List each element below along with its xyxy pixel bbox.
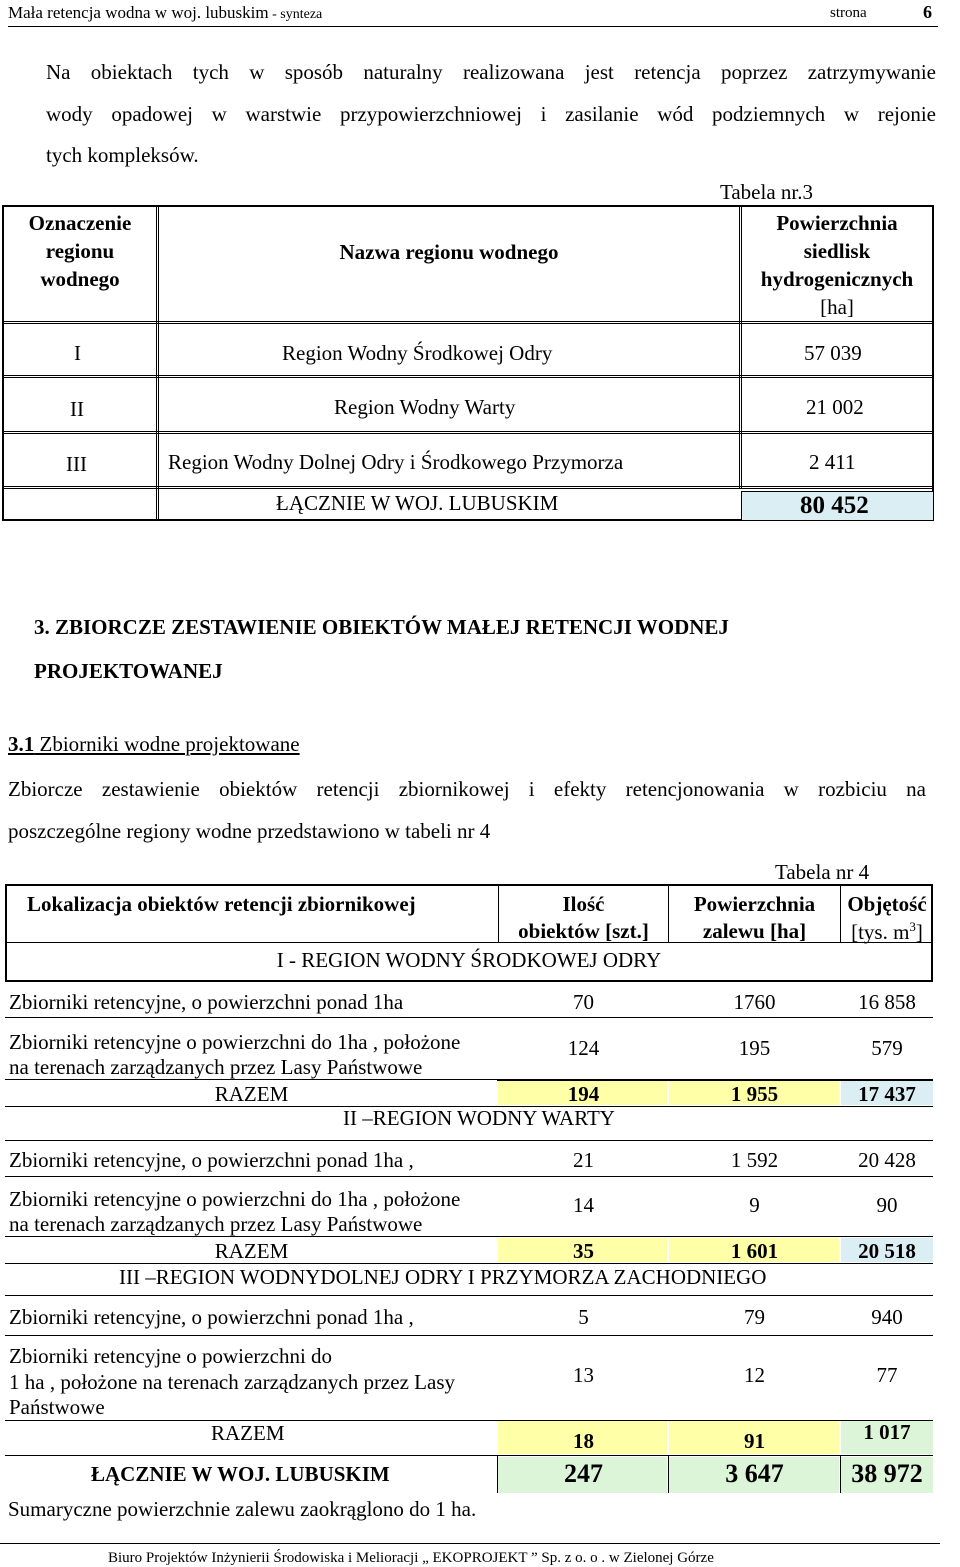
page-label: strona bbox=[830, 5, 867, 21]
page-header bbox=[8, 0, 938, 27]
grand-total-count: 247 bbox=[564, 1459, 603, 1488]
sum-label: RAZEM bbox=[214, 1239, 289, 1263]
grand-total-area: 3 647 bbox=[725, 1459, 784, 1488]
grand-total-label: ŁĄCZNIE W WOJ. LUBUSKIM bbox=[91, 1462, 390, 1486]
row-area: 1 592 bbox=[730, 1148, 779, 1172]
table3-header-area: Powierzchnia siedlisk hydrogenicznych [ha] bbox=[760, 211, 914, 319]
region-heading: I - REGION WODNY ŚRODKOWEJ ODRY bbox=[276, 948, 662, 972]
table3-row-area: 21 002 bbox=[806, 395, 864, 419]
row-label: na terenach zarządzanych przez Lasy Państwowe bbox=[9, 1212, 423, 1236]
row-label: na terenach zarządzanych przez Lasy Państwowe bbox=[9, 1055, 423, 1079]
footer-text: Biuro Projektów Inżynierii Środowiska i Melioracji „ EKOPROJEKT ” Sp. z o. o . w Zielonej Górze bbox=[108, 1550, 714, 1566]
header-title: Mała retencja wodna w woj. lubuskim - synteza bbox=[8, 3, 323, 22]
row-count: 21 bbox=[573, 1148, 594, 1172]
row-label: Zbiorniki retencyjne o powierzchni do 1ha , położone bbox=[9, 1187, 461, 1211]
sum-volume: 17 437 bbox=[858, 1082, 916, 1106]
sum-count: 35 bbox=[573, 1239, 594, 1263]
table4-intro-paragraph bbox=[8, 768, 926, 852]
table-divider bbox=[4, 431, 932, 434]
row-label: Państwowe bbox=[9, 1395, 105, 1419]
row-area: 9 bbox=[749, 1193, 760, 1217]
row-area: 195 bbox=[738, 1036, 771, 1060]
table-divider bbox=[4, 321, 932, 324]
table4-header-area: Powierzchnia bbox=[693, 892, 816, 916]
table-divider bbox=[4, 486, 932, 489]
table3-row-area: 57 039 bbox=[804, 341, 862, 365]
table3-caption: Tabela nr.3 bbox=[720, 180, 813, 204]
table-border bbox=[5, 1176, 933, 1177]
sum-area: 91 bbox=[744, 1429, 765, 1453]
intro-paragraph bbox=[46, 52, 936, 177]
sum-volume: 20 518 bbox=[858, 1239, 916, 1263]
paragraph-line: poszczególne regiony wodne przedstawiono w tabeli nr 4 bbox=[8, 819, 491, 843]
table4-header-volume-unit: [tys. $m^3$] bbox=[851, 919, 923, 944]
table3-header-region-name: Nazwa regionu wodnego bbox=[339, 240, 559, 264]
row-volume: 579 bbox=[871, 1036, 903, 1060]
section-heading: 3. ZBIORCZE ZESTAWIENIE OBIEKTÓW MAŁEJ RETENCJI WODNEJ PROJEKTOWANEJ bbox=[34, 615, 729, 683]
table3-row-area: 2 411 bbox=[809, 450, 856, 474]
row-label: 1 ha , położone na terenach zarządzanych przez Lasy bbox=[9, 1370, 455, 1394]
row-count: 13 bbox=[573, 1363, 594, 1387]
row-volume: 940 bbox=[871, 1305, 903, 1329]
row-volume: 16 858 bbox=[858, 990, 916, 1014]
table3 bbox=[2, 205, 934, 521]
table-border bbox=[5, 884, 933, 886]
table-border bbox=[5, 1140, 933, 1141]
row-volume: 20 428 bbox=[858, 1148, 916, 1172]
table3-row-name: Region Wodny Środkowej Odry bbox=[282, 341, 553, 365]
table3-row-id: II bbox=[70, 397, 84, 421]
row-volume: 77 bbox=[876, 1363, 898, 1387]
table4-header-area-unit: zalewu [ha] bbox=[702, 919, 807, 943]
row-count: 14 bbox=[573, 1193, 594, 1217]
header-subtitle: - synteza bbox=[268, 7, 323, 22]
row-count: 5 bbox=[578, 1305, 589, 1329]
table-border bbox=[5, 980, 933, 982]
paragraph-line: Zbiorcze zestawienie obiektów retencji zbiornikowej i efekty retencjonowania w rozbiciu na bbox=[8, 777, 926, 801]
page-number: 6 bbox=[923, 2, 932, 22]
table3-row-name: Region Wodny Dolnej Odry i Środkowego Przymorza bbox=[168, 450, 624, 474]
table4-caption: Tabela nr 4 bbox=[775, 860, 870, 884]
row-label: Zbiorniki retencyjne, o powierzchni ponad 1ha , bbox=[9, 1148, 414, 1172]
row-label: Zbiorniki retencyjne o powierzchni do bbox=[9, 1344, 333, 1368]
row-count: 124 bbox=[567, 1036, 600, 1060]
table-border bbox=[5, 1335, 933, 1336]
table3-header-region-id: Oznaczenie regionu wodnego bbox=[28, 211, 132, 291]
table-border bbox=[497, 1455, 498, 1493]
table3-total-label: ŁĄCZNIE W WOJ. LUBUSKIM bbox=[276, 491, 559, 515]
table-border bbox=[5, 1017, 933, 1018]
table-border bbox=[497, 1080, 933, 1081]
row-area: 12 bbox=[744, 1363, 765, 1387]
table3-total-value: 80 452 bbox=[800, 492, 869, 519]
table4-header-count: Ilość bbox=[562, 892, 605, 916]
page-footer bbox=[0, 1543, 940, 1566]
sum-count: 18 bbox=[573, 1429, 594, 1453]
grand-total-volume: 38 972 bbox=[851, 1459, 923, 1488]
subsection-heading: 3.1 Zbiorniki wodne projektowane bbox=[8, 732, 300, 756]
region-heading: II –REGION WODNY WARTY bbox=[343, 1106, 615, 1130]
table4-header-count-unit: obiektów [szt.] bbox=[518, 919, 649, 943]
table3-row-id: I bbox=[74, 341, 81, 365]
table3-row-name: Region Wodny Warty bbox=[334, 395, 516, 419]
sum-label: RAZEM bbox=[214, 1082, 289, 1106]
table4-header-location: Lokalizacja obiektów retencji zbiornikowej bbox=[27, 892, 416, 916]
row-count: 70 bbox=[573, 990, 594, 1014]
sum-label: RAZEM bbox=[211, 1421, 285, 1445]
intro-line: Na obiektach tych w sposób naturalny realizowana jest retencja poprzez zatrzymywanie bbox=[46, 60, 936, 84]
table-border bbox=[497, 1455, 933, 1456]
sum-count: 194 bbox=[567, 1082, 600, 1106]
sum-volume: 1 017 bbox=[863, 1420, 911, 1444]
row-area: 1760 bbox=[733, 990, 776, 1014]
sum-area: 1 955 bbox=[730, 1082, 779, 1106]
intro-line: wody opadowej w warstwie przypowierzchniowej i zasilanie wód podziemnych w rejonie bbox=[46, 101, 936, 126]
table3-row-id: III bbox=[66, 452, 87, 476]
table3-header-area-unit: [ha] bbox=[820, 295, 854, 319]
intro-line: tych kompleksów. bbox=[46, 143, 199, 167]
row-label: Zbiorniki retencyjne o powierzchni do 1ha , położone bbox=[9, 1030, 461, 1054]
row-label: Zbiorniki retencyjne, o powierzchni ponad 1ha bbox=[9, 990, 404, 1014]
table-border bbox=[5, 1420, 933, 1421]
table-border bbox=[5, 1295, 933, 1296]
table4-header-volume: Objętość bbox=[847, 892, 927, 916]
region-heading: III –REGION WODNYDOLNEJ ODRY I PRZYMORZA ZACHODNIEGO bbox=[119, 1265, 767, 1289]
table-divider bbox=[4, 375, 932, 378]
row-volume: 90 bbox=[876, 1193, 898, 1217]
sum-area: 1 601 bbox=[730, 1239, 779, 1263]
table3-total-cell bbox=[741, 491, 933, 520]
summary-note: Sumaryczne powierzchnie zalewu zaokrąglono do 1 ha. bbox=[8, 1497, 477, 1521]
table4 bbox=[5, 884, 933, 1488]
row-area: 79 bbox=[744, 1305, 765, 1329]
row-label: Zbiorniki retencyjne, o powierzchni ponad 1ha , bbox=[9, 1305, 414, 1329]
